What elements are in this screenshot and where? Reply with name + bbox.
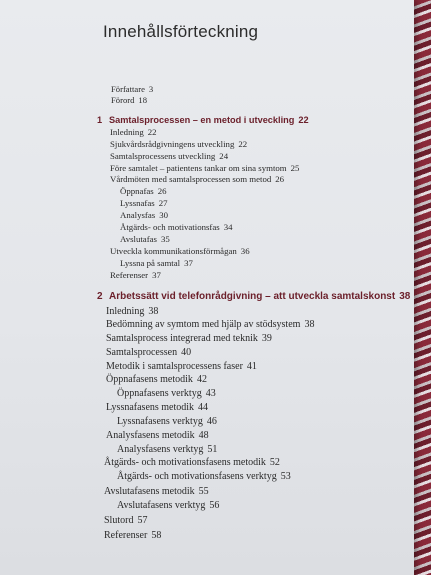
front-matter-entry: [111, 95, 147, 105]
page-number: 44: [198, 402, 209, 413]
page-number: 53: [280, 471, 291, 482]
page-number: 40: [181, 347, 192, 358]
toc-entry: [110, 174, 284, 184]
page-number: 57: [137, 515, 148, 526]
entry-title: Förord: [111, 95, 135, 105]
entry-title: Avslutafasens metodik: [104, 486, 195, 497]
entry-title: Åtgärds- och motivationsfas: [120, 222, 220, 232]
chapter-title: Samtalsprocessen – en metod i utveckling: [109, 115, 295, 125]
page-number: 38: [148, 306, 159, 317]
entry-title: Bedömning av symtom med hjälp av stödsystem: [106, 319, 301, 330]
entry-title: Samtalsprocess integrerad med teknik: [106, 333, 258, 344]
entry-title: Lyssna på samtal: [120, 258, 181, 268]
fabric-background: [414, 0, 431, 575]
page-number: 27: [158, 198, 168, 208]
toc-entry: [110, 127, 157, 137]
toc-entry: [117, 416, 217, 427]
page-number: 22: [238, 139, 248, 149]
entry-title: Sjukvårdsrådgivningens utveckling: [110, 139, 235, 149]
page-number: 34: [223, 222, 233, 232]
entry-title: Öppnafasens metodik: [106, 374, 193, 385]
toc-entry: [110, 151, 228, 161]
page-number: 48: [198, 430, 209, 441]
entry-title: Före samtalet – patientens tankar om sina symtom: [110, 163, 287, 173]
page-number: 42: [196, 374, 207, 385]
page-number: 37: [152, 270, 161, 280]
page-number: 58: [151, 530, 162, 541]
toc-entry: [120, 222, 232, 232]
toc-entry: [117, 444, 217, 455]
toc-entry: [120, 186, 167, 196]
entry-title: Lyssnafas: [120, 198, 155, 208]
page-number: 25: [290, 163, 300, 173]
page-title: Innehållsförteckning: [103, 22, 259, 41]
page-number: 39: [261, 333, 272, 344]
toc-entry: [104, 457, 280, 468]
entry-title: Utveckla kommunikationsförmågan: [110, 246, 237, 256]
page-number: 38: [304, 319, 315, 330]
toc-entry: [120, 198, 168, 208]
page-number: 46: [206, 416, 217, 427]
entry-title: Inledning: [106, 306, 145, 317]
entry-title: Åtgärds- och motivationsfasens verktyg: [117, 471, 277, 482]
page-number: 56: [209, 500, 220, 511]
page-number: 30: [159, 210, 168, 220]
toc-entry: [106, 333, 272, 344]
toc-entry: [104, 515, 147, 526]
page-number: 52: [269, 457, 280, 468]
page-number: 22: [298, 115, 309, 125]
entry-title: Vårdmöten med samtalsprocessen som metod: [110, 174, 272, 184]
chapter-heading-1: [97, 115, 309, 125]
page-number: 43: [205, 388, 216, 399]
toc-entry: [106, 374, 207, 385]
page-number: 55: [198, 486, 209, 497]
entry-title: Metodik i samtalsprocessens faser: [106, 361, 243, 372]
page-number: 26: [157, 186, 167, 196]
entry-title: Lyssnafasens verktyg: [117, 416, 203, 427]
entry-title: Inledning: [110, 127, 144, 137]
chapter-number: 1: [97, 115, 103, 125]
entry-title: Analysfas: [120, 210, 156, 220]
entry-title: Referenser: [110, 270, 149, 280]
entry-title: Avslutafasens verktyg: [117, 500, 206, 511]
toc-entry: [106, 430, 209, 441]
page-number: 36: [240, 246, 250, 256]
chapter-title: Arbetssätt vid telefonrådgivning – att utveckla samtalskonst: [109, 291, 396, 302]
page-number: 26: [275, 174, 285, 184]
toc-entry: [110, 246, 250, 256]
entry-title: Lyssnafasens metodik: [106, 402, 195, 413]
page-number: 24: [219, 151, 229, 161]
chapter-heading-2: [97, 291, 410, 302]
page-number: 18: [138, 95, 147, 105]
toc-entry: [106, 319, 314, 330]
toc-entry: [110, 139, 247, 149]
page-number: 51: [207, 444, 218, 455]
entry-title: Slutord: [104, 515, 134, 526]
page-number: 3: [148, 84, 154, 94]
page-number: 35: [160, 234, 170, 244]
page-number: 41: [246, 361, 257, 372]
toc-entry: [106, 347, 191, 358]
toc-entry: [104, 530, 161, 541]
chapter-number: 2: [97, 291, 103, 302]
toc-entry: [117, 388, 216, 399]
toc-entry: [110, 270, 161, 280]
toc-entry: [120, 210, 168, 220]
entry-title: Analysfasens verktyg: [117, 444, 204, 455]
entry-title: Referenser: [104, 530, 148, 541]
toc-entry: [117, 471, 291, 482]
page-number: 38: [399, 291, 411, 302]
entry-title: Avslutafas: [120, 234, 157, 244]
toc-entry: [120, 234, 170, 244]
toc-entry: [106, 361, 257, 372]
toc-entry: [106, 402, 208, 413]
entry-title: Författare: [111, 84, 145, 94]
toc-entry: [120, 258, 193, 268]
page-number: 22: [147, 127, 157, 137]
toc-entry: [117, 500, 219, 511]
entry-title: Åtgärds- och motivationsfasens metodik: [104, 457, 266, 468]
entry-title: Samtalsprocessen: [106, 347, 178, 358]
toc-entry: [110, 163, 299, 173]
entry-title: Öppnafas: [120, 186, 154, 196]
toc-entry: [104, 486, 209, 497]
entry-title: Öppnafasens verktyg: [117, 388, 202, 399]
entry-title: Samtalsprocessens utveckling: [110, 151, 216, 161]
entry-title: Analysfasens metodik: [106, 430, 195, 441]
page-number: 37: [184, 258, 193, 268]
front-matter-entry: [111, 84, 153, 94]
toc-entry: [106, 306, 158, 317]
